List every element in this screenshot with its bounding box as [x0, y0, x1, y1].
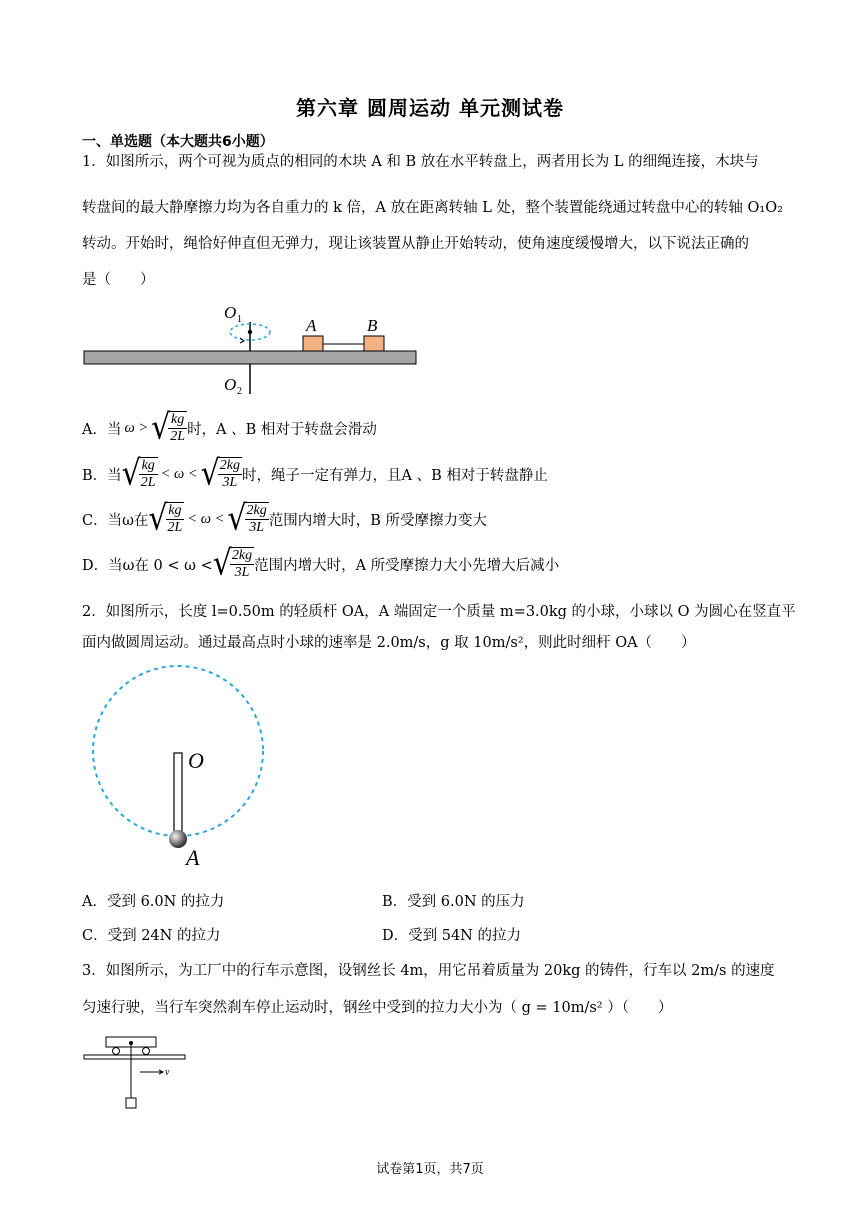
q2-option-b: B．受到 6.0N 的压力 [382, 894, 525, 910]
label-v: v [165, 1067, 170, 1078]
q1-line4: 是（ ） [82, 272, 155, 288]
q1-option-b: B．当 √ $\frac{kg}{2L}$ < ω < √ $\frac{2kg}{3L}$ 时，绳子一定有弹力，且A 、B 相对于转盘静止 [82, 453, 548, 494]
q1-line3: 转动。开始时，绳恰好伸直但无弹力，现让该装置从静止开始转动，使角速度缓慢增大，以下说法正确的 [82, 236, 749, 252]
wheel-left [113, 1048, 120, 1055]
label-o: O [188, 748, 204, 773]
turntable-disk [84, 351, 416, 364]
label-b: B [367, 316, 378, 335]
q2-option-c: C．受到 24N 的拉力 [82, 928, 221, 944]
page-footer: 试卷第1页，共7页 [376, 1162, 484, 1177]
section-heading: 一、单选题（本大题共6小题） [82, 134, 274, 150]
q1-option-a: A．当 ω > √ $\frac{kg}{2L}$ 时，A 、B 相对于转盘会滑动 [82, 407, 377, 448]
page-title: 第六章 圆周运动 单元测试卷 [296, 96, 564, 120]
axis-dot [248, 330, 252, 334]
ball [169, 830, 187, 848]
label-a: A [186, 845, 200, 870]
q3-crane-figure [82, 1034, 192, 1114]
q2-line1: 2．如图所示，长度 l=0.50m 的轻质杆 OA，A 端固定一个质量 m=3.0kg 的小球，小球以 O 为圆心在竖直平 [82, 604, 796, 620]
label-o1-sub: 1 [237, 314, 242, 325]
q2-line2: 面内做圆周运动。通过最高点时小球的速率是 2.0m/s，g 取 10m/s²，则此时细杆 OA（ ） [82, 635, 696, 651]
q2-option-d: D．受到 54N 的拉力 [382, 928, 521, 944]
q1-number: 1． [82, 154, 106, 170]
q1-line2: 转盘间的最大静摩擦力均为各自重力的 k 倍，A 放在距离转轴 L 处，整个装置能绕通过转盘中心的转轴 O₁O₂ [82, 200, 783, 216]
q1-option-c: C．当ω在 √ $\frac{kg}{2L}$ < ω < √ $\frac{2kg}{3L}$ 范围内增大时，B 所受摩擦力变大 [82, 498, 488, 539]
q3-line2: 匀速行驶，当行车突然刹车停止运动时，钢丝中受到的拉力大小为（ g = 10m/s² ）（ ） [82, 1000, 673, 1016]
label-o2-sub: 2 [237, 386, 242, 397]
q3-line1: 3．如图所示，为工厂中的行车示意图，设钢丝长 4m，用它吊着质量为 20kg 的铸件，行车以 2m/s 的速度 [82, 963, 775, 979]
q1-option-d: D．当ω在 0 < ω < √ $\frac{2kg}{3L}$ 范围内增大时，A 所受摩擦力大小先增大后减小 [82, 543, 560, 584]
block-b [364, 336, 384, 351]
sqrt-kg-2l: √ $\frac{kg}{2L}$ [151, 407, 186, 448]
label-o2: O [224, 375, 237, 394]
q2-rod-figure [88, 665, 268, 870]
q2-option-a: A．受到 6.0N 的拉力 [82, 894, 225, 910]
q1-turntable-figure [82, 300, 422, 400]
label-o1: O [224, 303, 237, 322]
wheel-right [143, 1048, 150, 1055]
q1-line1: 1．如图所示，两个可视为质点的相同的木块 A 和 B 放在水平转盘上，两者用长为 L 的细绳连接，木块与 [82, 154, 759, 170]
rail [84, 1055, 185, 1059]
rod-oa [174, 753, 182, 835]
block-a [303, 336, 323, 351]
label-a: A [306, 316, 317, 335]
casting [126, 1098, 136, 1108]
